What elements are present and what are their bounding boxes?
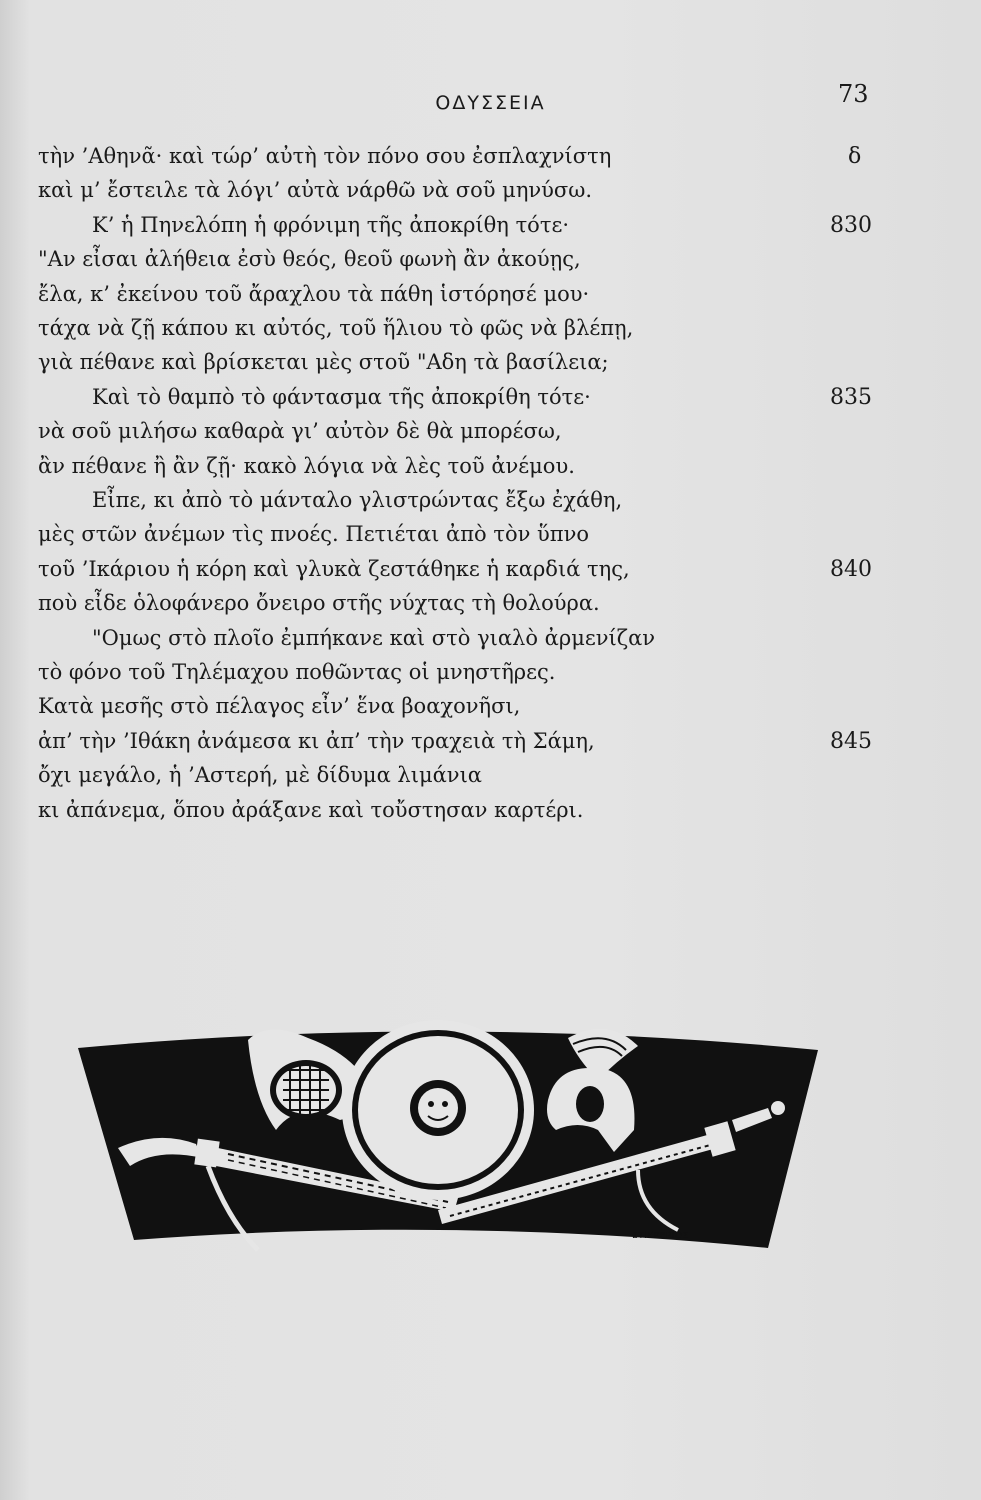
verse-line (0, 419, 981, 453)
verse-line (0, 247, 981, 281)
verse-line (0, 763, 981, 797)
verse-text: κι ἀπάνεμα, ὅπου ἀράξανε καὶ τοὔστησαν καρτέρι. (38, 797, 584, 822)
verse-line (0, 316, 981, 350)
line-number: 830 (830, 212, 872, 238)
verse-text: ποὺ εἶδε ὁλοφάνερο ὄνειρο στῆς νύχτας τὴ θολούρα. (38, 591, 600, 616)
verse-text: νὰ σοῦ μιλήσω καθαρὰ γι’ αὐτὸν δὲ θὰ μπορέσω, (38, 419, 562, 444)
verse-line (0, 557, 981, 591)
verse-text: Κ’ ἡ Πηνελόπη ἡ φρόνιμη τῆς ἀποκρίθη τότε· (92, 212, 570, 237)
verse-text: Καὶ τὸ θαμπὸ τὸ φάντασμα τῆς ἀποκρίθη τότε· (92, 384, 591, 409)
verse-line (0, 798, 981, 832)
verse-text: τάχα νὰ ζῇ κάπου κι αὐτός, τοῦ ἥλιου τὸ φῶς νὰ βλέπῃ, (38, 316, 634, 340)
verse-text: τοῦ ’Ικάριου ἡ κόρη καὶ γλυκὰ ζεστάθηκε ἡ καρδιά της, (38, 556, 630, 581)
verse-line (0, 454, 981, 488)
line-number: 835 (830, 384, 872, 410)
verse-line (0, 591, 981, 625)
verse-line (0, 694, 981, 728)
verse-text: "Αν εἶσαι ἀλήθεια ἐσὺ θεός, θεοῦ φωνὴ ἂν ἀκούῃς, (38, 247, 581, 272)
verse-line (0, 488, 981, 522)
verse-line (0, 350, 981, 384)
line-number: 840 (830, 556, 872, 582)
vase-painting-illustration (78, 1020, 818, 1260)
page-number: 73 (838, 80, 869, 108)
verse-line (0, 522, 981, 556)
verse-line (0, 178, 981, 212)
verse-line (0, 144, 981, 178)
verse-line (0, 729, 981, 763)
verse-text: ἂν πέθανε ἢ ἂν ζῇ· κακὸ λόγια νὰ λὲς τοῦ ἀνέμου. (38, 453, 575, 478)
verse-text: γιὰ πέθανε καὶ βρίσκεται μὲς στοῦ "Αδη τὰ βασίλεια; (38, 350, 609, 375)
verse-line (0, 282, 981, 316)
shield (342, 1020, 534, 1200)
running-title: ΟΔΥΣΣΕΙΑ (435, 92, 546, 114)
verse-text: ὄχι μεγάλο, ἡ ’Αστερή, μὲ δίδυμα λιμάνια (38, 763, 482, 788)
verse-line (0, 385, 981, 419)
verse-text: ἀπ’ τὴν ’Ιθάκη ἀνάμεσα κι ἀπ’ τὴν τραχειὰ τὴ Σάμη, (38, 728, 595, 753)
verse-text: μὲς στῶν ἀνέμων τὶς πνοές. Πετιέται ἀπὸ τὸν ὕπνο (38, 522, 590, 547)
line-number: 845 (830, 728, 872, 754)
verse-text: Κατὰ μεσῆς στὸ πέλαγος εἶν’ ἕνα βοαχονῆσι, (38, 694, 521, 719)
verse-text: τὴν ’Αθηνᾶ· καὶ τώρ’ αὐτὴ τὸν πόνο σου ἐσπλαχνίστη (38, 144, 612, 168)
verse-line (0, 660, 981, 694)
book-letter: δ (848, 144, 862, 169)
verse-text: καὶ μ’ ἔστειλε τὰ λόγι’ αὐτὰ νάρθῶ νὰ σοῦ μηνύσω. (38, 178, 593, 203)
artist-signature: ΣΤΙΚΡΕΡΙΟΣ (632, 1231, 689, 1241)
verse-text: τὸ φόνο τοῦ Τηλέμαχου ποθῶντας οἱ μνηστῆρες. (38, 660, 556, 684)
verse-text: "Ομως στὸ πλοῖο ἐμπήκανε καὶ στὸ γιαλὸ ἀρμενίζαν (92, 625, 656, 650)
verse-line (0, 626, 981, 660)
verse-text: Εἶπε, κι ἀπὸ τὸ μάνταλο γλιστρώντας ἔξω ἐχάθη, (92, 488, 623, 512)
verse-line (0, 213, 981, 247)
verse-text: ἔλα, κ’ ἐκείνου τοῦ ἄραχλου τὰ πάθη ἱστόρησέ μου· (38, 281, 590, 306)
